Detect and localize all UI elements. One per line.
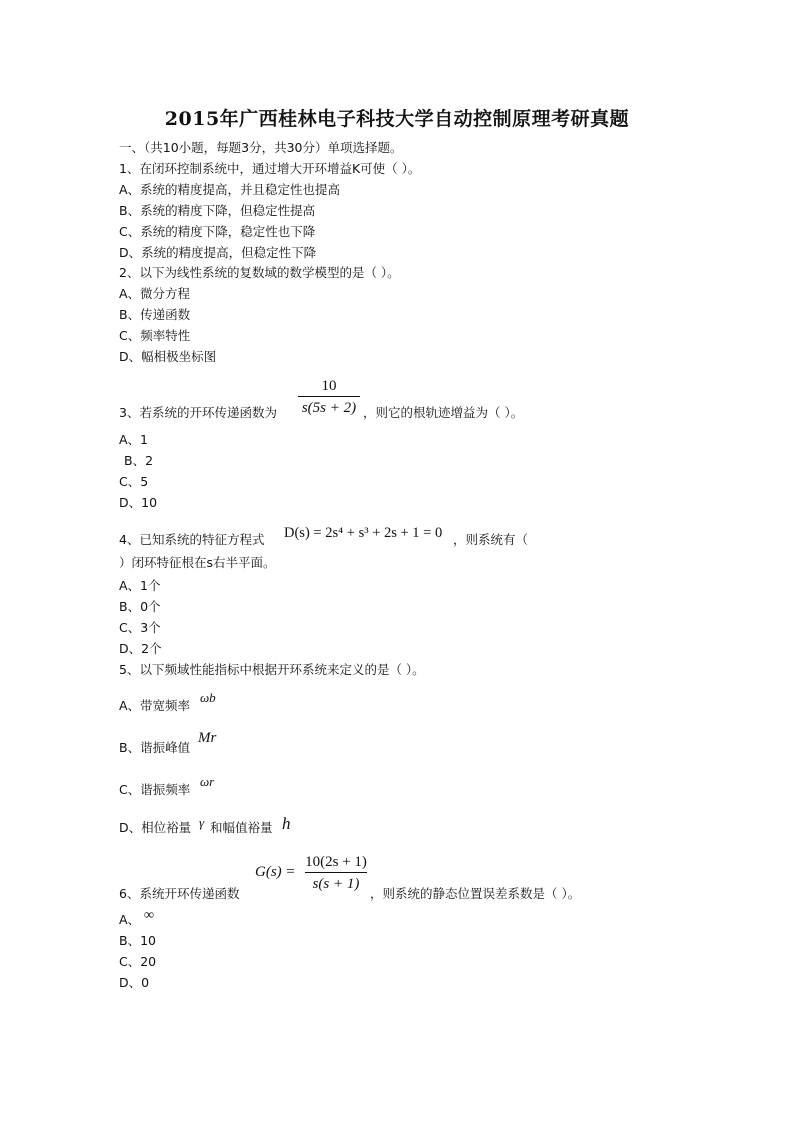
fraction-bar: [305, 872, 367, 873]
question-6-stem-start: 6、系统开环传递函数: [119, 886, 240, 901]
question-2-stem: 2、以下为线性系统的复数域的数学模型的是（ ）。: [119, 265, 400, 280]
question-3-transfer-function: [298, 377, 360, 417]
question-2-option-c: C、频率特性: [119, 328, 191, 343]
question-1-option-a: A、系统的精度提高，并且稳定性也提高: [119, 182, 341, 197]
question-1-option-d: D、系统的精度提高，但稳定性下降: [119, 245, 317, 260]
fraction-numerator: 10: [321, 378, 337, 394]
section-header: 一、（共10小题，每题3分，共30分）单项选择题。: [119, 140, 403, 155]
question-1-option-c: C、系统的精度下降，稳定性也下降: [119, 224, 316, 239]
question-2-option-a: A、微分方程: [119, 286, 191, 301]
question-4-stem-start: 4、已知系统的特征方程式: [119, 532, 265, 547]
question-3-option-a: A、1: [119, 432, 149, 447]
question-6-option-b: B、10: [119, 933, 156, 948]
omega-r-symbol: ωr: [200, 774, 215, 789]
question-6-option-c: C、20: [119, 954, 157, 969]
question-3-stem-end: ，则它的根轨迹增益为（ ）。: [363, 405, 524, 420]
question-3-option-b: B、2: [124, 453, 154, 468]
question-4-option-c: C、3个: [119, 620, 161, 635]
question-4-stem-line2: ）闭环特征根在s右半平面。: [119, 555, 276, 570]
question-4-stem-end: ，则系统有（: [453, 532, 529, 547]
question-3-option-d: D、10: [119, 495, 158, 510]
fraction-denominator: s(s + 1): [312, 876, 360, 892]
question-4-option-b: B、0个: [119, 599, 161, 614]
fraction-denominator: s(5s + 2): [301, 400, 357, 416]
question-6-option-a: A、: [119, 912, 141, 927]
question-5-stem: 5、以下频域性能指标中根据开环系统来定义的是（ ）。: [119, 662, 425, 677]
question-6-lhs: G(s) =: [255, 864, 296, 880]
question-2-option-d: D、幅相极坐标图: [119, 349, 217, 364]
question-4-option-d: D、2个: [119, 641, 162, 656]
question-5-option-b: B、谐振峰值: [119, 740, 191, 755]
omega-b-symbol: ωb: [200, 690, 216, 705]
question-3-stem-start: 3、若系统的开环传递函数为: [119, 405, 277, 420]
question-5-option-d-part2: 和幅值裕量: [210, 820, 273, 835]
question-4-option-a: A、1个: [119, 578, 161, 593]
question-5-option-c: C、谐振频率: [119, 782, 191, 797]
question-6-transfer-function: [305, 853, 367, 893]
h-symbol: h: [282, 814, 291, 833]
page-title: 2015年广西桂林电子科技大学自动控制原理考研真题: [164, 108, 630, 130]
question-5-option-a: A、带宽频率: [119, 698, 191, 713]
fraction-bar: [298, 396, 360, 397]
question-6-stem-end: ，则系统的静态位置误差系数是（ ）。: [370, 886, 581, 901]
fraction-numerator: 10(2s + 1): [305, 854, 367, 870]
gamma-symbol: γ: [199, 815, 205, 830]
question-4-characteristic-equation: D(s) = 2s⁴ + s³ + 2s + 1 = 0: [284, 525, 443, 541]
question-3-option-c: C、5: [119, 474, 149, 489]
mr-symbol: Mr: [198, 730, 217, 746]
question-6-option-d: D、0: [119, 975, 150, 990]
question-2-option-b: B、传递函数: [119, 307, 191, 322]
question-5-option-d-part1: D、相位裕量: [119, 820, 192, 835]
question-1-option-b: B、系统的精度下降，但稳定性提高: [119, 203, 316, 218]
question-1-stem: 1、在闭环控制系统中，通过增大开环增益K可使（ ）。: [119, 161, 421, 176]
infinity-symbol: ∞: [144, 908, 154, 923]
